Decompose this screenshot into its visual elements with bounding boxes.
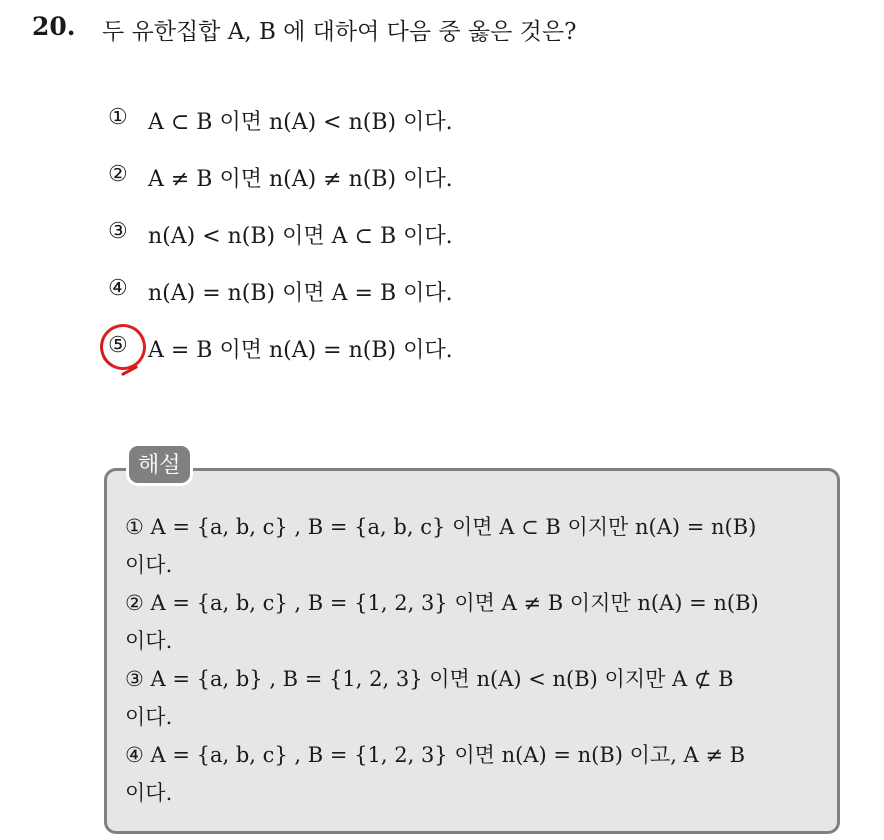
solution-line: ② A = {a, b, c} , B = {1, 2, 3} 이면 A ≠ B 이지만 n(A) = n(B) [125,591,759,615]
choice-text: n(A) = n(B) 이면 A = B 이다. [148,281,453,306]
question-number: 20. [32,12,76,41]
choice-text: n(A) < n(B) 이면 A ⊂ B 이다. [148,224,453,249]
choice-number: ④ [108,276,128,301]
solution-line: ③ A = {a, b} , B = {1, 2, 3} 이면 n(A) < n(B) 이지만 A ⊄ B [125,667,734,691]
solution-item [125,508,825,584]
solution-line-continued: 이다. [125,553,173,577]
choice-4[interactable] [108,276,453,333]
solution-tag: 해설 [129,446,190,483]
choice-number: ⑤ [108,333,128,358]
solution-line: ① A = {a, b, c} , B = {a, b, c} 이면 A ⊂ B 이지만 n(A) = n(B) [125,515,757,539]
choice-number: ③ [108,219,128,244]
solution-line-continued: 이다. [125,705,173,729]
choice-3[interactable] [108,219,453,276]
question-stem: 두 유한집합 A, B 에 대하여 다음 중 옳은 것은? [102,19,577,45]
choice-number: ② [108,162,128,187]
choice-5[interactable] [108,333,453,390]
solution-content [125,508,825,812]
choice-number: ① [108,105,128,130]
choice-2[interactable] [108,162,453,219]
choice-1[interactable] [108,105,453,162]
choice-text: A = B 이면 n(A) = n(B) 이다. [148,338,453,363]
solution-line-continued: 이다. [125,781,173,805]
choice-text: A ⊂ B 이면 n(A) < n(B) 이다. [148,110,453,135]
solution-line: ④ A = {a, b, c} , B = {1, 2, 3} 이면 n(A) = n(B) 이고, A ≠ B [125,743,746,767]
choice-list [108,105,453,390]
solution-item [125,584,825,660]
solution-line-continued: 이다. [125,629,173,653]
solution-item [125,736,825,812]
choice-text: A ≠ B 이면 n(A) ≠ n(B) 이다. [148,167,453,192]
solution-item [125,660,825,736]
